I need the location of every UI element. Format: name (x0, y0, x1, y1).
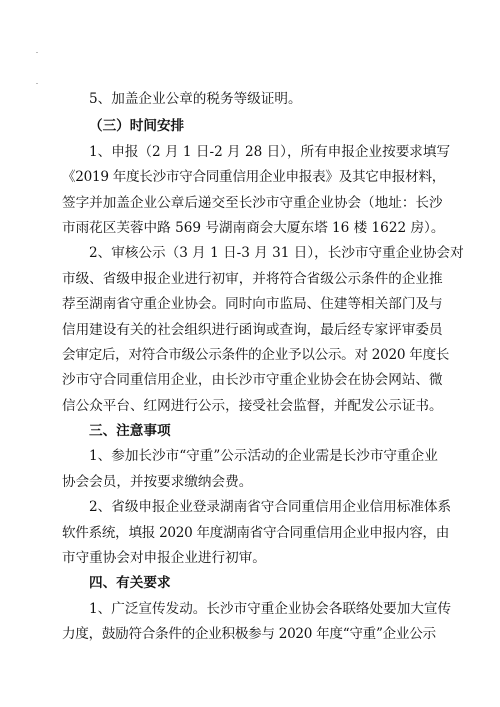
paragraph-line: 会审定后，对符合市级公示条件的企业予以公示。对 2020 年度长 (62, 346, 450, 363)
paragraph-apply (62, 140, 451, 242)
document-body (62, 87, 464, 648)
paragraph-review (62, 241, 464, 419)
paragraph-line: 市级、省级申报企业进行初审，并将符合省级公示条件的企业推 (62, 270, 443, 287)
scan-mark (36, 52, 38, 53)
paragraph-line: 信公众平台、红网进行公示，接受社会监督，并配发公示证书。 (62, 397, 443, 414)
section-title-requirements: 四、有关要求 (89, 575, 171, 592)
paragraph-line: 《2019 年度长沙市守合同重信用企业申报表》及其它申报材料， (62, 169, 446, 186)
paragraph-line: 沙市守合同重信用企业，由长沙市守重企业协会在协会网站、微 (62, 372, 443, 389)
paragraph-line: 2、省级申报企业登录湖南省守合同重信用企业信用标准体系 (89, 499, 452, 516)
paragraph-line: 协会会员，并按要求缴纳会费。 (62, 473, 253, 490)
list-item-5: 5、加盖企业公章的税务等级证明。 (89, 91, 302, 107)
paragraph-line: 1、参加长沙市“守重”公示活动的企业需是长沙市守重企业 (89, 448, 438, 465)
section-title-notes: 三、注意事项 (89, 423, 171, 440)
paragraph-line: 荐至湖南省守重企业协会。同时向市监局、住建等相关部门及与 (62, 296, 443, 313)
paragraph-line: 1、申报（2 月 1 日-2 月 28 日），所有申报企业按要求填写 (89, 143, 451, 160)
paragraph-line: 力度，鼓励符合条件的企业积极参与 2020 年度“守重”企业公示 (62, 626, 436, 643)
paragraph-note-1 (62, 444, 446, 495)
paragraph-line: 市守重协会对申报企业进行初审。 (62, 550, 266, 567)
paragraph-note-2 (62, 495, 452, 571)
paragraph-line: 信用建设有关的社会组织进行函询或查询，最后经专家评审委员 (62, 321, 443, 338)
paragraph-line: 市雨花区芙蓉中路 569 号湖南商会大厦东塔 16 楼 1622 房）。 (62, 219, 445, 236)
paragraph-requirement-1 (62, 597, 452, 648)
section-title-schedule: （三）时间安排 (89, 118, 185, 135)
paragraph-line: 签字并加盖企业公章后递交至长沙市守重企业协会（地址：长沙 (62, 194, 443, 211)
paragraph-line: 1、广泛宣传发动。长沙市守重企业协会各联络处要加大宣传 (89, 600, 452, 617)
paragraph-line: 2、审核公示（3 月 1 日-3 月 31 日），长沙市守重企业协会对 (89, 245, 464, 262)
scan-mark (36, 83, 38, 84)
paragraph-line: 软件系统，填报 2020 年度湖南省守合同重信用企业申报内容，由 (62, 524, 450, 541)
